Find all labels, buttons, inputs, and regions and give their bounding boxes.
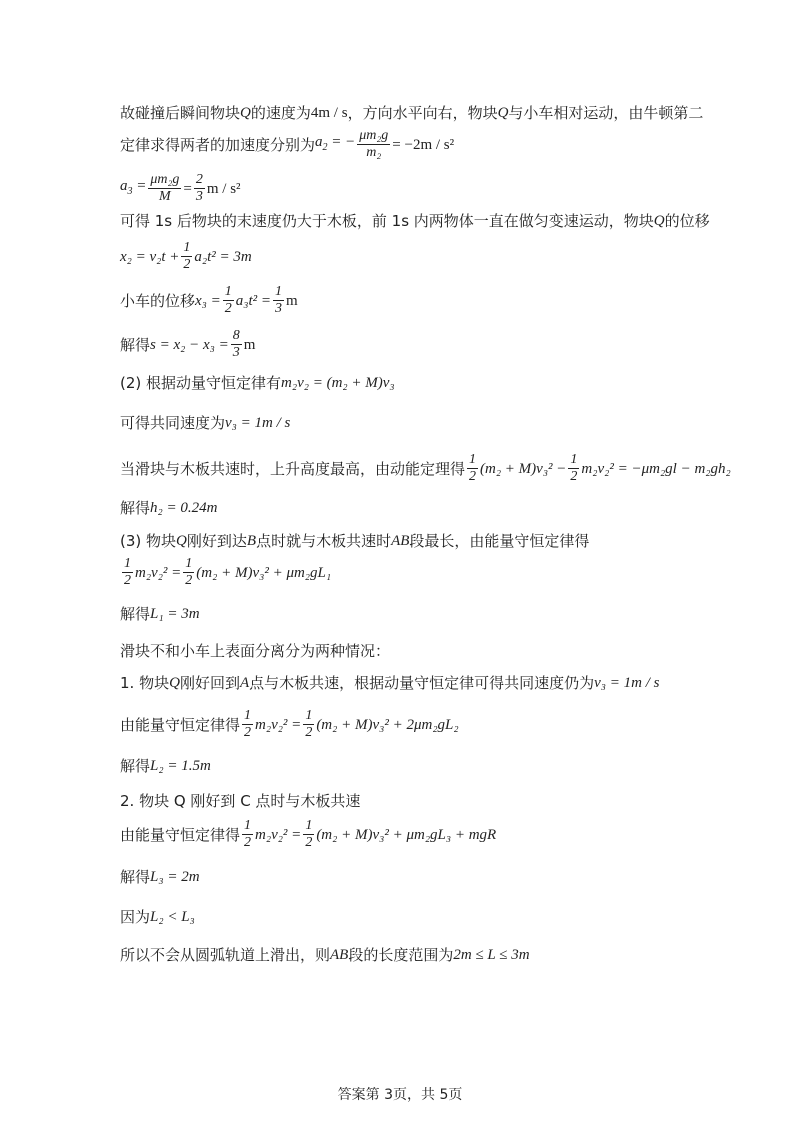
text: (2) 根据动量守恒定律有 [120, 374, 282, 392]
math: h₂ = 0.24m [150, 500, 218, 516]
math: m₂v₂² = [255, 716, 302, 733]
fraction: $\frac{\text{μm₂g}}{\text{m₂}}$ [359, 128, 389, 160]
math: L₃ = 2m [150, 869, 200, 885]
text: 解得 [120, 605, 151, 623]
math: m₂v₂² = [255, 826, 302, 843]
math: a₃t² = [235, 292, 272, 309]
math: m₂v₂ = (m₂ + M)v₃ [281, 375, 395, 391]
line-3 [120, 172, 241, 205]
text: 可得 1s 后物块的末速度仍大于木板，前 1s 内两物体一直在做匀变速运动，物块 [120, 212, 654, 230]
text: 小车的位移 [120, 291, 196, 310]
math: (m₂ + M)v₃² + μm₂gL₁ [196, 564, 332, 581]
math: (m₂ + M)v₃² + 2μm₂gL₂ [316, 716, 459, 733]
fraction: $\frac{1}{2}$ [244, 818, 252, 850]
math: B [246, 533, 257, 549]
text: 点与木板共速，根据动量守恒定律可得共同速度仍为 [249, 674, 595, 692]
text: 由能量守恒定律得 [120, 715, 241, 734]
fraction: $\frac{1}{2}$ [305, 818, 313, 850]
fraction: $\frac{1}{2}$ [305, 708, 313, 740]
math: m / s² [206, 180, 241, 197]
math: L₂ < L₃ [150, 909, 195, 925]
line-16 [120, 672, 659, 694]
text: 2. 物块 Q 刚好到 C 点时与木板共速 [120, 792, 361, 810]
text: 解得 [120, 499, 151, 517]
fraction: $\frac{1}{2}$ [570, 452, 578, 484]
math: m₂v₂² = [135, 564, 182, 581]
line-11 [120, 497, 217, 519]
line-19 [120, 790, 360, 812]
math: v₃ = 1m / s [225, 415, 291, 431]
math: Q [653, 213, 665, 229]
math: Q [176, 533, 187, 549]
text: 与小车相对运动，由牛顿第二 [508, 104, 704, 122]
math: $a_3$ = [120, 177, 147, 197]
math: A [239, 675, 250, 691]
text: (3) 物块 [120, 532, 177, 550]
text: 当滑块与木板共速时，上升高度最高，由动能定理得 [120, 459, 466, 478]
text: 点时就与木板共速时 [256, 532, 392, 550]
line-12 [120, 530, 589, 552]
fraction: $\frac{1}{2}$ [183, 240, 191, 272]
math: L₁ = 3m [150, 606, 200, 622]
text: 的位移 [664, 212, 710, 230]
math: L₂ = 1.5m [150, 758, 211, 774]
fraction: $\frac{2}{3}$ [195, 172, 203, 204]
fraction: $\frac{1}{2}$ [124, 556, 131, 588]
page-footer: 答案第 3页，共 5页 [337, 1087, 463, 1103]
line-6 [120, 284, 298, 317]
math: m [286, 292, 298, 309]
line-22 [120, 906, 195, 928]
line-18 [120, 755, 211, 777]
math: (m₂ + M)v₃² + μm₂gL₃ + mgR [316, 826, 497, 843]
text: 所以不会从圆弧轨道上滑出，则 [120, 946, 331, 964]
line-2 [120, 128, 454, 161]
math: m₂v₂² = −μm₂gl − m₂gh₂ [581, 460, 731, 477]
line-15 [120, 640, 390, 662]
line-4 [120, 210, 710, 232]
math: x₂ = v₂t + [120, 248, 180, 265]
line-9 [120, 412, 290, 434]
text: 解得 [120, 868, 151, 886]
math: = −2m / s² [392, 136, 455, 153]
fraction: $\frac{1}{2}$ [185, 556, 193, 588]
fraction: $\frac{1}{2}$ [224, 284, 232, 316]
math: v₃ = 1m / s [594, 675, 660, 691]
math: = [183, 180, 192, 197]
math: 4m / s [310, 105, 348, 121]
fraction: $\frac{8}{3}$ [232, 328, 240, 360]
line-7 [120, 328, 255, 361]
math: Q [497, 105, 509, 121]
text: 刚好回到 [179, 674, 240, 692]
line-17 [120, 708, 459, 741]
text: 由能量守恒定律得 [120, 825, 241, 844]
text: 滑块不和小车上表面分离分为两种情况： [120, 642, 391, 660]
math: a₂t² = 3m [194, 248, 252, 265]
text: 定律求得两者的加速度分别为 [120, 135, 316, 154]
text: 可得共同速度为 [120, 414, 226, 432]
line-1 [120, 102, 703, 124]
math: (m₂ + M)v₃² − [480, 460, 567, 477]
line-8 [120, 372, 395, 394]
math: AB [330, 947, 349, 963]
math: Q [240, 105, 251, 121]
math: s = x₂ − x₃ = [150, 336, 229, 353]
line-20 [120, 818, 496, 851]
math: AB [391, 533, 410, 549]
fraction: $\frac{1}{2}$ [469, 452, 477, 484]
math: Q [169, 675, 180, 691]
text: ，方向水平向右，物块 [347, 104, 498, 122]
line-10 [120, 452, 731, 485]
text: 故碰撞后瞬间物块 [120, 104, 241, 122]
line-5 [120, 240, 252, 273]
fraction: $\frac{\text{μm₂g}}{M}$ [150, 172, 180, 204]
text: 段最长，由能量守恒定律得 [409, 532, 590, 550]
math: m [243, 336, 256, 353]
fraction: $\frac{1}{3}$ [275, 284, 283, 316]
text: 因为 [120, 908, 151, 926]
line-13 [120, 556, 331, 589]
math: x₃ = [195, 292, 221, 309]
line-14 [120, 603, 200, 625]
text: 解得 [120, 757, 151, 775]
math: $a_2$ = − [315, 133, 356, 153]
fraction: $\frac{1}{2}$ [244, 708, 252, 740]
line-21 [120, 866, 200, 888]
line-23 [120, 944, 530, 966]
text: 刚好到达 [186, 532, 247, 550]
math: 2m ≤ L ≤ 3m [453, 947, 530, 963]
text: 的速度为 [250, 104, 311, 122]
text: 段的长度范围为 [348, 946, 454, 964]
text: 1. 物块 [120, 674, 170, 692]
text: 解得 [120, 335, 151, 354]
